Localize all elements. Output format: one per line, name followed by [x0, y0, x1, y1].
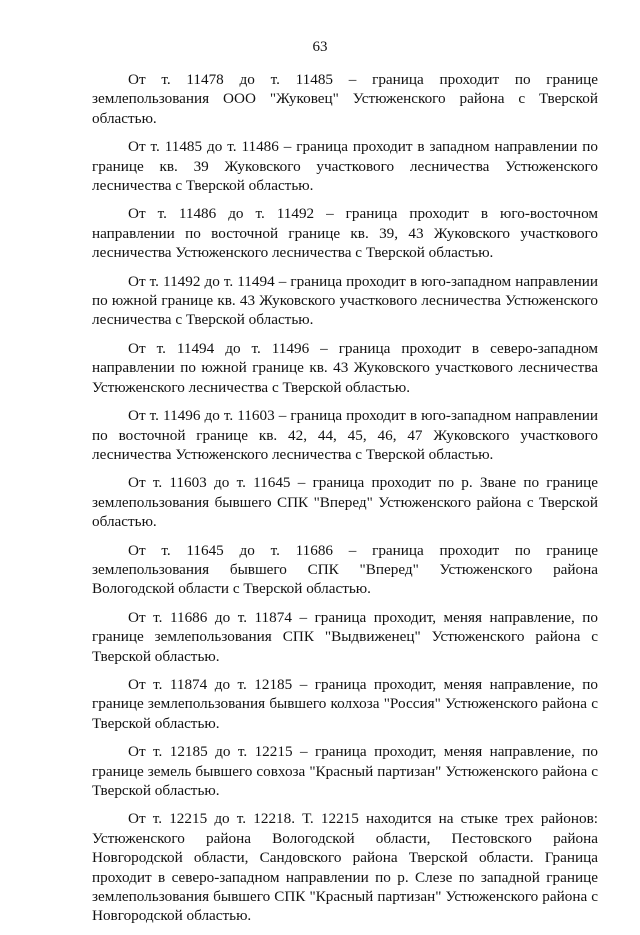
document-body [92, 70, 598, 935]
paragraph-4: От т. 11492 до т. 11494 – граница проходит в юго-западном направлении по южной границе кв. 43 Жуковского участкового лесничества Устюженского лесничества с Тверской областью. [92, 272, 598, 329]
paragraph-10: От т. 11874 до т. 12185 – граница проходит, меняя направление, по границе землепользования бывшего колхоза "Россия" Устюженского района с Тверской областью. [92, 675, 598, 732]
paragraph-6: От т. 11496 до т. 11603 – граница проходит в юго-западном направлении по восточной границе кв. 42, 44, 45, 46, 47 Жуковского участкового лесничества Устюженского лесничества с Тверской областью. [92, 407, 598, 463]
paragraph-7: От т. 11603 до т. 11645 – граница проходит по р. Зване по границе землепользования бывшего СПК "Вперед" Устюженского района с Тверской областью. [92, 474, 598, 531]
paragraph-2: От т. 11485 до т. 11486 – граница проходит в западном направлении по границе кв. 39 Жуковского участкового лесничества Устюженского лесничества с Тверской областью. [92, 138, 598, 195]
paragraph-8: От т. 11645 до т. 11686 – граница проходит по границе землепользования бывшего СПК "Вперед" Устюженского района Вологодской области с Тверской областью. [92, 541, 598, 598]
page-number: 63 [312, 39, 328, 55]
paragraph-12: От т. 12215 до т. 12218. Т. 12215 находится на стыке трех районов: Устюженского района Вологодской области, Пестовского района Новгородской области, Сандовского района Тверской области. Граница проходит в северо-западном направлении по р. Слезе по западной границе землепользования бывшего СПК "Красный партизан" Устюженского района с Новгородской областью. [92, 810, 598, 925]
paragraph-9: От т. 11686 до т. 11874 – граница проходит, меняя направление, по границе землепользования СПК "Выдвиженец" Устюженского района с Тверской областью. [92, 608, 598, 665]
paragraph-1: От т. 11478 до т. 11485 – граница проходит по границе землепользования ООО "Жуковец" Устюженского района с Тверской областью. [92, 71, 598, 127]
paragraph-5: От т. 11494 до т. 11496 – граница проходит в северо-западном направлении по южной границе кв. 43 Жуковского участкового лесничества Устюженского лесничества с Тверской областью. [92, 339, 598, 396]
paragraph-3: От т. 11486 до т. 11492 – граница проходит в юго-восточном направлении по восточной границе кв. 39, 43 Жуковского участкового лесничества Устюженского лесничества с Тверской областью. [92, 205, 598, 262]
paragraph-11: От т. 12185 до т. 12215 – граница проходит, меняя направление, по границе земель бывшего совхоза "Красный партизан" Устюженского района с Тверской областью. [92, 743, 598, 799]
